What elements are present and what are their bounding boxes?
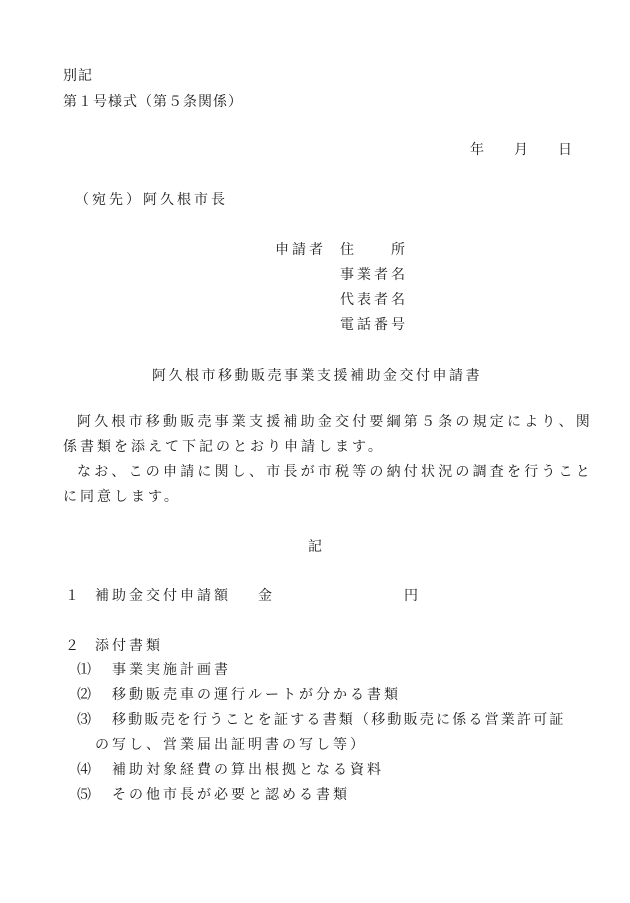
applicant-phone-label: 電話番号 (340, 317, 408, 333)
doc-number: ⑴ (77, 662, 94, 678)
doc-number: ⑷ (77, 762, 94, 778)
doc-text: 移動販売を行うことを証する書類（移動販売に係る営業許可証 (112, 712, 566, 728)
body-paragraph-2-line-1: なお、この申請に関し、市長が市税等の納付状況の調査を行うこと (77, 464, 593, 480)
doc-text: 移動販売車の運行ルートが分かる書類 (112, 687, 401, 703)
item-2-number: ２ (65, 638, 82, 654)
doc-number: ⑶ (77, 712, 94, 728)
item-1-label: 補助金交付申請額 (95, 588, 231, 604)
applicant-label: 申請者 (275, 242, 326, 258)
doc-text: 補助対象経費の算出根拠となる資料 (112, 762, 384, 778)
doc-text-continuation: の写し、営業届出証明書の写し等） (95, 737, 367, 753)
doc-number: ⑵ (77, 687, 94, 703)
item-1-number: １ (65, 588, 82, 604)
ki-marker: 記 (308, 539, 325, 555)
applicant-representative-label: 代表者名 (340, 292, 408, 308)
body-paragraph-2-line-2: に同意します。 (63, 489, 181, 505)
form-number: 第１号様式（第５条関係） (63, 94, 243, 110)
body-paragraph-1-line-2: 係書類を添えて下記のとおり申請します。 (63, 439, 385, 455)
doc-number: ⑸ (77, 787, 94, 803)
addressee: （宛先）阿久根市長 (75, 192, 228, 208)
doc-text: 事業実施計画書 (112, 662, 231, 678)
document-title: 阿久根市移動販売事業支援補助金交付申請書 (152, 368, 482, 384)
applicant-business-name-label: 事業者名 (340, 267, 408, 283)
body-paragraph-1-line-1: 阿久根市移動販売事業支援補助金交付要綱第５条の規定により、関 (77, 414, 593, 430)
appendix-label: 別記 (63, 68, 93, 84)
doc-text: その他市長が必要と認める書類 (112, 787, 350, 803)
applicant-address-label: 住 所 (340, 242, 408, 258)
item-2-label: 添付書類 (95, 638, 163, 654)
date-line: 年 月 日 (470, 142, 580, 158)
item-1-currency-suffix: 円 (404, 588, 421, 604)
item-1-currency-prefix: 金 (258, 588, 275, 604)
